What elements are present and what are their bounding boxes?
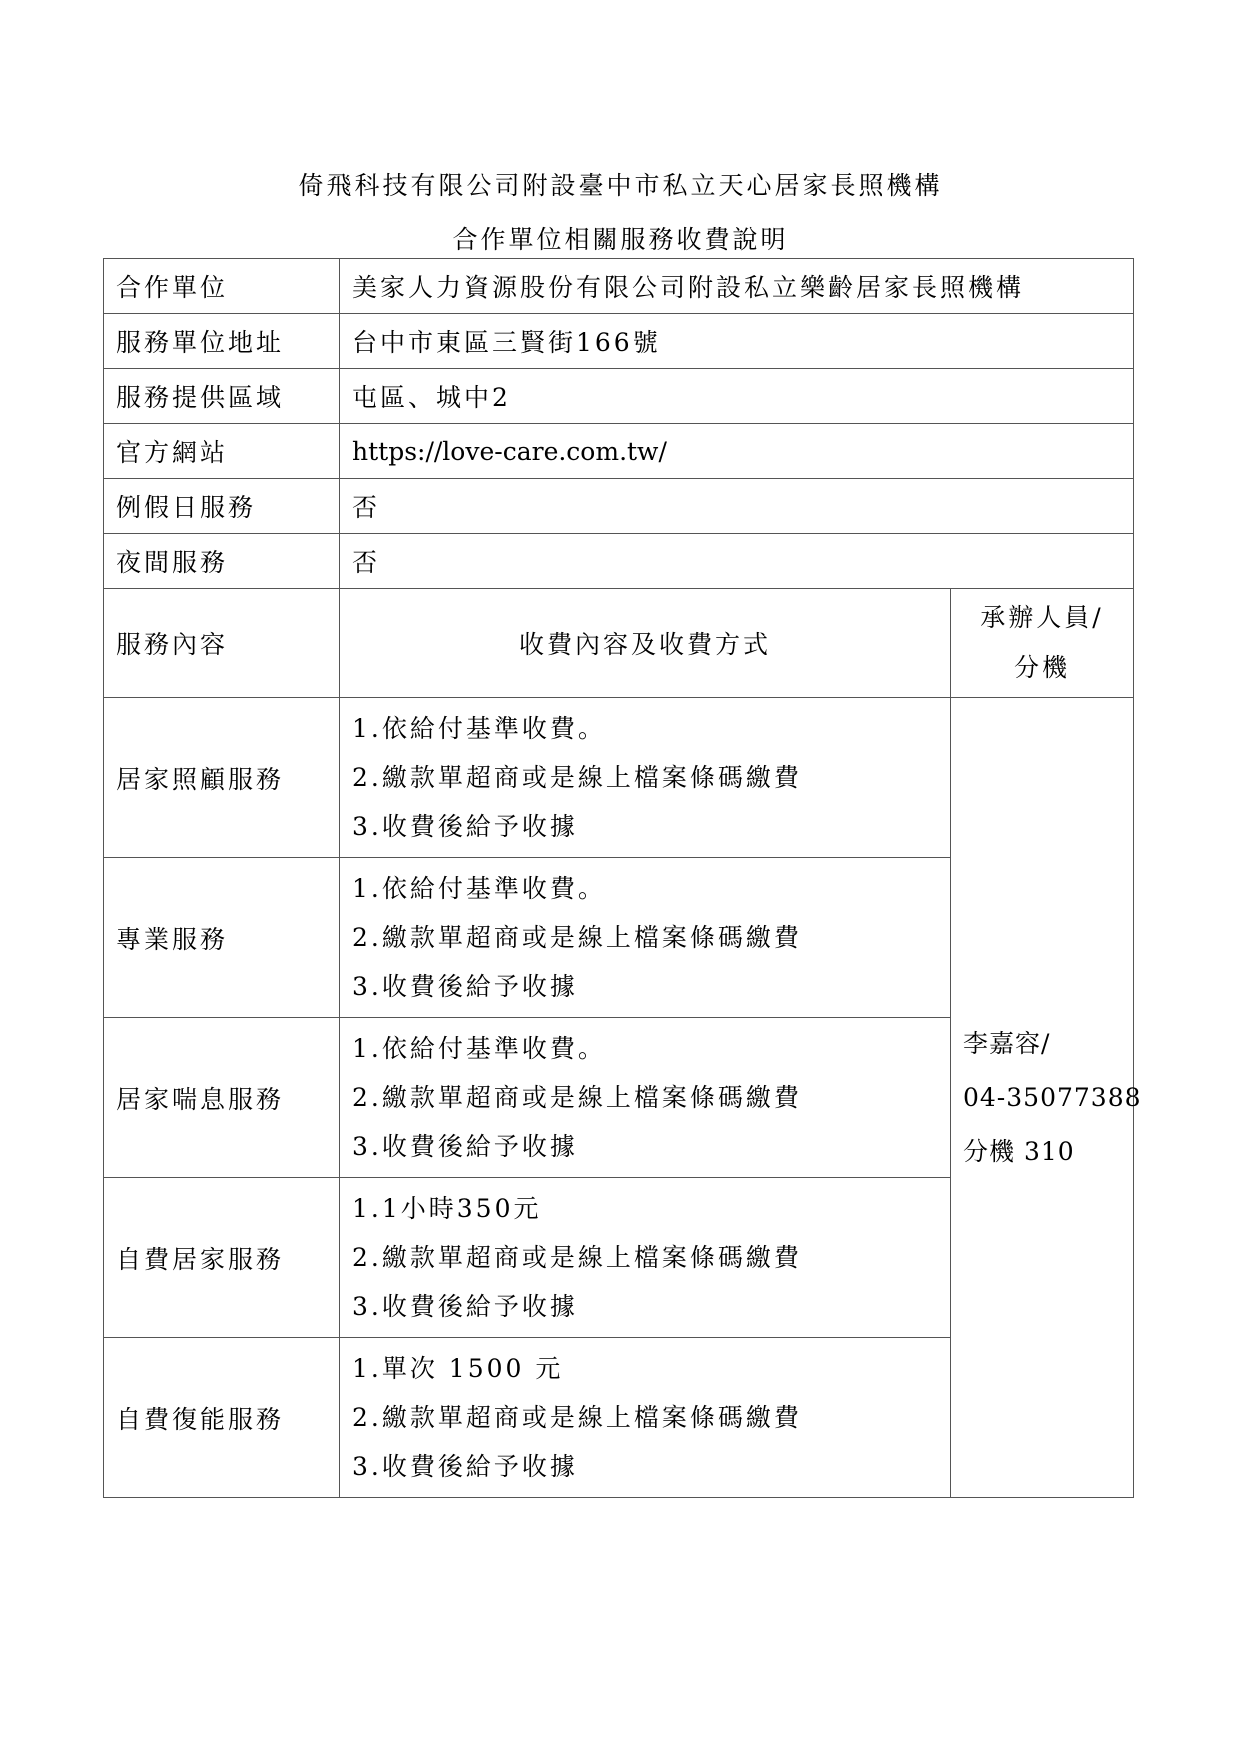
info-label: 官方網站 xyxy=(104,424,340,479)
info-value: 否 xyxy=(340,479,1134,534)
document-subtitle: 合作單位相關服務收費說明 xyxy=(452,225,789,254)
charge-details xyxy=(340,1178,951,1338)
charge-item: 2.繳款單超商或是線上檔案條碼繳費 xyxy=(352,763,802,792)
header-charge: 收費內容及收費方式 xyxy=(340,589,951,698)
info-label: 服務提供區域 xyxy=(104,369,340,424)
charge-details xyxy=(340,858,951,1018)
service-name: 專業服務 xyxy=(104,858,340,1018)
header-contact-line1: 承辦人員/ xyxy=(980,603,1104,632)
charge-item: 2.繳款單超商或是線上檔案條碼繳費 xyxy=(352,1403,802,1432)
header-service: 服務內容 xyxy=(104,589,340,698)
info-row-area xyxy=(104,369,1134,424)
info-row-holiday xyxy=(104,479,1134,534)
charge-item: 1.依給付基準收費。 xyxy=(352,874,606,903)
charge-details xyxy=(340,1018,951,1178)
service-name: 自費居家服務 xyxy=(104,1178,340,1338)
contact-cell xyxy=(951,698,1142,1498)
service-name: 居家喘息服務 xyxy=(104,1018,340,1178)
charge-item: 1.依給付基準收費。 xyxy=(352,714,606,743)
contact-name: 李嘉容/ xyxy=(963,1028,1051,1058)
info-label: 服務單位地址 xyxy=(104,314,340,369)
contact-extension: 分機 310 xyxy=(963,1136,1075,1166)
charge-item: 1.單次 1500 元 xyxy=(352,1354,564,1383)
document-title: 倚飛科技有限公司附設臺中市私立天心居家長照機構 xyxy=(298,171,943,200)
charge-item: 1.依給付基準收費。 xyxy=(352,1034,606,1063)
info-label: 合作單位 xyxy=(104,259,340,314)
charge-details xyxy=(340,1338,951,1498)
info-row-address xyxy=(104,314,1134,369)
charge-item: 3.收費後給予收據 xyxy=(352,1292,578,1321)
info-row-website xyxy=(104,424,1134,479)
info-value: 美家人力資源股份有限公司附設私立樂齡居家長照機構 xyxy=(340,259,1134,314)
info-row-night xyxy=(104,534,1134,589)
info-value: 台中市東區三賢街166號 xyxy=(340,314,1134,369)
info-value: 否 xyxy=(340,534,1134,589)
table-header-row xyxy=(104,589,1134,698)
charge-item: 3.收費後給予收據 xyxy=(352,1452,578,1481)
contact-phone: 04-35077388 xyxy=(963,1082,1142,1112)
info-label: 例假日服務 xyxy=(104,479,340,534)
charge-item: 3.收費後給予收據 xyxy=(352,812,578,841)
charge-item: 2.繳款單超商或是線上檔案條碼繳費 xyxy=(352,923,802,952)
charge-item: 1.1小時350元 xyxy=(352,1194,542,1223)
charge-item: 3.收費後給予收據 xyxy=(352,1132,578,1161)
service-name: 居家照顧服務 xyxy=(104,698,340,858)
info-row-partner xyxy=(104,259,1134,314)
fee-table xyxy=(103,258,1142,1498)
service-name: 自費復能服務 xyxy=(104,1338,340,1498)
service-row xyxy=(104,698,1134,858)
charge-item: 3.收費後給予收據 xyxy=(352,972,578,1001)
charge-item: 2.繳款單超商或是線上檔案條碼繳費 xyxy=(352,1243,802,1272)
charge-item: 2.繳款單超商或是線上檔案條碼繳費 xyxy=(352,1083,802,1112)
website-link[interactable]: https://love-care.com.tw/ xyxy=(340,424,1134,479)
charge-details xyxy=(340,698,951,858)
header-contact-line2: 分機 xyxy=(1014,653,1071,682)
info-label: 夜間服務 xyxy=(104,534,340,589)
header-contact xyxy=(951,589,1134,698)
info-value: 屯區、城中2 xyxy=(340,369,1134,424)
